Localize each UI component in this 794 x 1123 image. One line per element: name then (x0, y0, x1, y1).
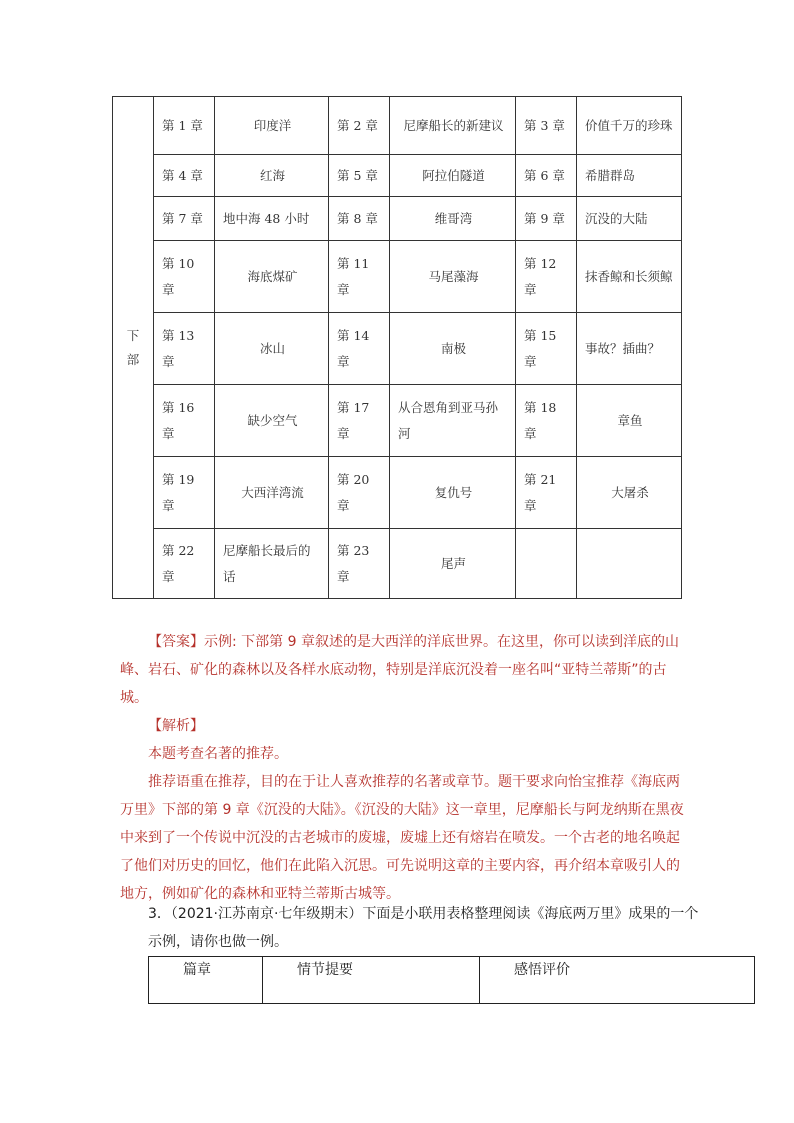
chapter-title: 事故？插曲？ (577, 313, 682, 385)
chapter-number: 第 2 章 (329, 97, 390, 155)
chapter-number: 第 10 章 (154, 241, 215, 313)
chapter-number: 第 22 章 (154, 529, 215, 599)
answer-section (120, 628, 690, 908)
chapter-row (113, 313, 682, 385)
chapter-title: 复仇号 (390, 457, 516, 529)
chapter-number: 第 19 章 (154, 457, 215, 529)
chapter-number: 第 7 章 (154, 197, 215, 241)
chapter-title: 冰山 (215, 313, 329, 385)
chapter-title: 尼摩船长的新建议 (390, 97, 516, 155)
chapter-number: 第 12 章 (516, 241, 577, 313)
chapter-title: 南极 (390, 313, 516, 385)
chapter-title: 价值千万的珍珠 (577, 97, 682, 155)
part-label: 下 部 (113, 97, 154, 599)
chapter-title: 尼摩船长最后的话 (215, 529, 329, 599)
chapter-title: 缺少空气 (215, 385, 329, 457)
header-cell-reflection: 感悟评价 (480, 957, 755, 1004)
chapter-number: 第 5 章 (329, 155, 390, 197)
chapter-number: 第 16 章 (154, 385, 215, 457)
chapter-title: 维哥湾 (390, 197, 516, 241)
chapter-title: 尾声 (390, 529, 516, 599)
chapter-number: 第 18 章 (516, 385, 577, 457)
chapter-title: 抹香鲸和长须鲸 (577, 241, 682, 313)
chapter-number: 第 3 章 (516, 97, 577, 155)
chapter-number: 第 8 章 (329, 197, 390, 241)
chapter-title: 马尾藻海 (390, 241, 516, 313)
chapter-row (113, 529, 682, 599)
chapter-title: 章鱼 (577, 385, 682, 457)
chapter-title (577, 529, 682, 599)
chapter-title: 红海 (215, 155, 329, 197)
chapter-row (113, 385, 682, 457)
chapter-title: 印度洋 (215, 97, 329, 155)
chapter-row (113, 457, 682, 529)
chapter-title: 大屠杀 (577, 457, 682, 529)
chapter-number: 第 11 章 (329, 241, 390, 313)
chapter-row (113, 197, 682, 241)
chapter-number: 第 1 章 (154, 97, 215, 155)
chapter-number (516, 529, 577, 599)
chapter-title: 从合恩角到亚马孙河 (390, 385, 516, 457)
chapter-row (113, 241, 682, 313)
analysis-intro: 本题考查名著的推荐。 (148, 746, 288, 762)
chapter-number: 第 21 章 (516, 457, 577, 529)
header-cell-plot: 情节提要 (263, 957, 480, 1004)
chapter-title: 海底煤矿 (215, 241, 329, 313)
question-text: 3．（2021·江苏南京·七年级期末）下面是小联用表格整理阅读《海底两万里》成果的一个示例，请你也做一例。 (148, 906, 699, 950)
chapter-title: 希腊群岛 (577, 155, 682, 197)
example-table-header (149, 957, 755, 1004)
chapter-number: 第 6 章 (516, 155, 577, 197)
chapter-number: 第 17 章 (329, 385, 390, 457)
question-3 (148, 900, 708, 956)
chapter-number: 第 23 章 (329, 529, 390, 599)
chapter-number: 第 15 章 (516, 313, 577, 385)
chapter-number: 第 9 章 (516, 197, 577, 241)
header-cell-chapter: 篇章 (149, 957, 263, 1004)
chapter-number: 第 14 章 (329, 313, 390, 385)
chapter-title: 大西洋湾流 (215, 457, 329, 529)
answer-paragraph: 【答案】示例: 下部第 9 章叙述的是大西洋的洋底世界。在这里，你可以读到洋底的山峰、岩石、矿化的森林以及各样水底动物，特别是洋底沉没着一座名叫“亚特兰蒂斯”的古城。 (120, 634, 679, 706)
example-table (148, 956, 755, 1004)
chapter-row (113, 97, 682, 155)
chapter-row (113, 155, 682, 197)
analysis-paragraph: 推荐语重在推荐，目的在于让人喜欢推荐的名著或章节。题干要求向怡宝推荐《海底两万里》下部的第 9 章《沉没的大陆》。《沉没的大陆》这一章里，尼摩船长与阿龙纳斯在黑夜中来到了一个传说中沉没的古老城市的废墟，废墟上还有熔岩在喷发。一个古老的地名唤起了他们对历史的回忆，他们在此陷入沉思。可先说明这章的主要内容，再介绍本章吸引人的地方，例如矿化的森林和亚特兰蒂斯古城等。 (120, 774, 684, 902)
chapter-table (112, 96, 682, 599)
chapter-number: 第 20 章 (329, 457, 390, 529)
chapter-title: 沉没的大陆 (577, 197, 682, 241)
chapter-number: 第 4 章 (154, 155, 215, 197)
chapter-number: 第 13 章 (154, 313, 215, 385)
chapter-title: 地中海 48 小时 (215, 197, 329, 241)
chapter-title: 阿拉伯隧道 (390, 155, 516, 197)
analysis-heading: 【解析】 (148, 718, 204, 734)
